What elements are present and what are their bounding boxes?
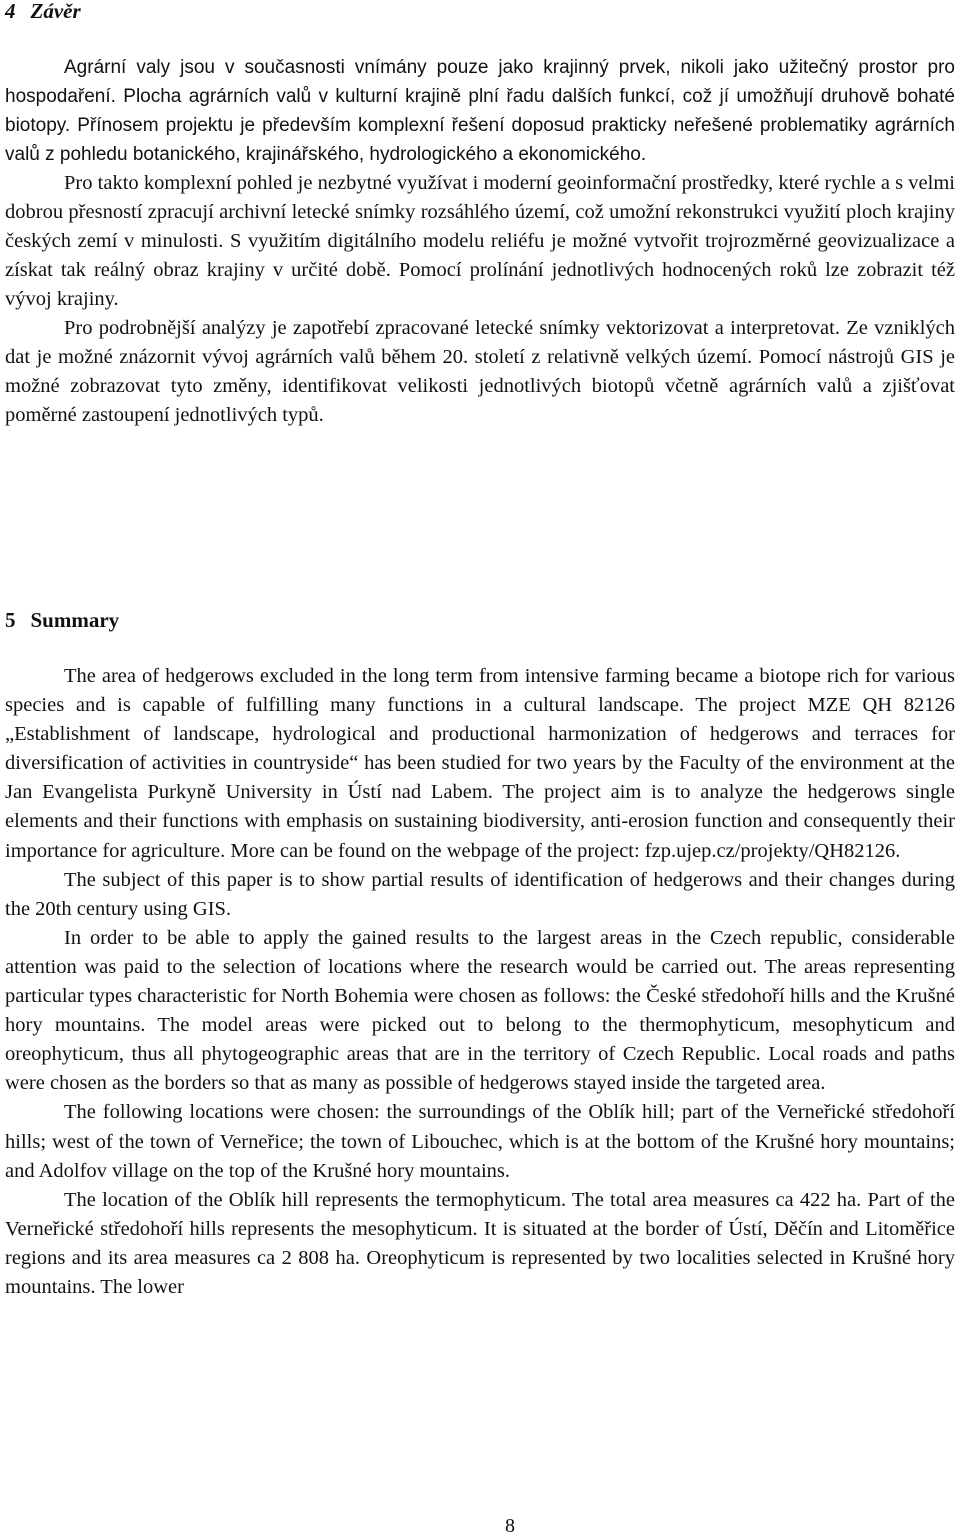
paragraph: The subject of this paper is to show partial results of identification of hedgerows and their changes during the 20th century using GIS.	[5, 868, 955, 920]
page-number: 8	[505, 1515, 515, 1537]
section-title: Závěr	[30, 0, 81, 23]
paragraph: The area of hedgerows excluded in the long term from intensive farming became a biotope rich for various species and is capable of fulfilling many functions in a cultural landscape. The project MZE QH 82126 „Establishment of landscape, hydrological and productional harmonization of hedgerows and terraces for diversification of activities in countryside“ has been studied for two years by the Faculty of the environment at the Jan Evangelista Purkyně University in Ústí nad Labem. The project aim is to analyze the hedgerows single elements and their functions with emphasis on sustaining biodiversity, anti-erosion function and consequently their importance for agriculture. More can be found on the webpage of the project: fzp.ujep.cz/projekty/QH82126.	[5, 665, 955, 862]
section-heading-summary	[5, 607, 119, 633]
paragraph: Agrární valy jsou v současnosti vnímány pouze jako krajinný prvek, nikoli jako užitečný prostor pro hospodaření. Plocha agrárních valů v kulturní krajině plní řadu dalších funkcí, což jí umožňují druhově bohaté biotopy. Přínosem projektu je především komplexní řešení doposud prakticky neřešené problematiky agrárních valů z pohledu botanického, krajinářského, hydrologického a ekonomického.	[5, 57, 955, 165]
conclusion-body	[5, 53, 955, 430]
section-number: 5	[5, 608, 16, 632]
section-title: Summary	[30, 608, 120, 632]
paragraph: In order to be able to apply the gained results to the largest areas in the Czech republic, considerable attention was paid to the selection of locations where the research would be carried out. The areas representing particular types characteristic for North Bohemia were chosen as follows: the České středohoří hills and the Krušné hory mountains. The model areas were picked out to belong to the thermophyticum, mesophyticum and oreophyticum, thus all phytogeographic areas that are in the territory of Czech Republic. Local roads and paths were chosen as the borders so that as many as possible of hedgerows stayed inside the targeted area.	[5, 926, 955, 1095]
section-heading-conclusion	[5, 0, 81, 24]
summary-body	[5, 662, 955, 1302]
paragraph: The following locations were chosen: the surroundings of the Oblík hill; part of the Verneřické středohoří hills; west of the town of Verneřice; the town of Libouchec, which is at the bottom of the Krušné hory mountains; and Adolfov village on the top of the Krušné hory mountains.	[5, 1101, 955, 1182]
paragraph: Pro podrobnější analýzy je zapotřebí zpracované letecké snímky vektorizovat a interpretovat. Ze vzniklých dat je možné znázornit vývoj agrárních valů během 20. století z relativně velkých území. Pomocí nástrojů GIS je možné zobrazovat tyto změny, identifikovat velikosti jednotlivých biotopů včetně agrárních valů a zjišťovat poměrné zastoupení jednotlivých typů.	[5, 317, 955, 426]
section-number: 4	[5, 0, 16, 23]
paragraph: The location of the Oblík hill represents the termophyticum. The total area measures ca 422 ha. Part of the Verneřické středohoří hills represents the mesophyticum. It is situated at the border of Ústí, Děčín and Litoměřice regions and its area measures ca 2 808 ha. Oreophyticum is represented by two localities selected in Krušné hory mountains. The lower	[5, 1188, 955, 1298]
paragraph: Pro takto komplexní pohled je nezbytné využívat i moderní geoinformační prostředky, které rychle a s velmi dobrou přesností zpracují archivní letecké snímky rozsáhlého území, což umožní rekonstrukci využití ploch krajiny českých zemí v minulosti. S využitím digitálního modelu reliéfu je možné vytvořit trojrozměrné geovizualizace a získat tak reálný obraz krajiny v určité době. Pomocí prolínání jednotlivých hodnocených roků lze zobrazit též vývoj krajiny.	[5, 172, 955, 310]
